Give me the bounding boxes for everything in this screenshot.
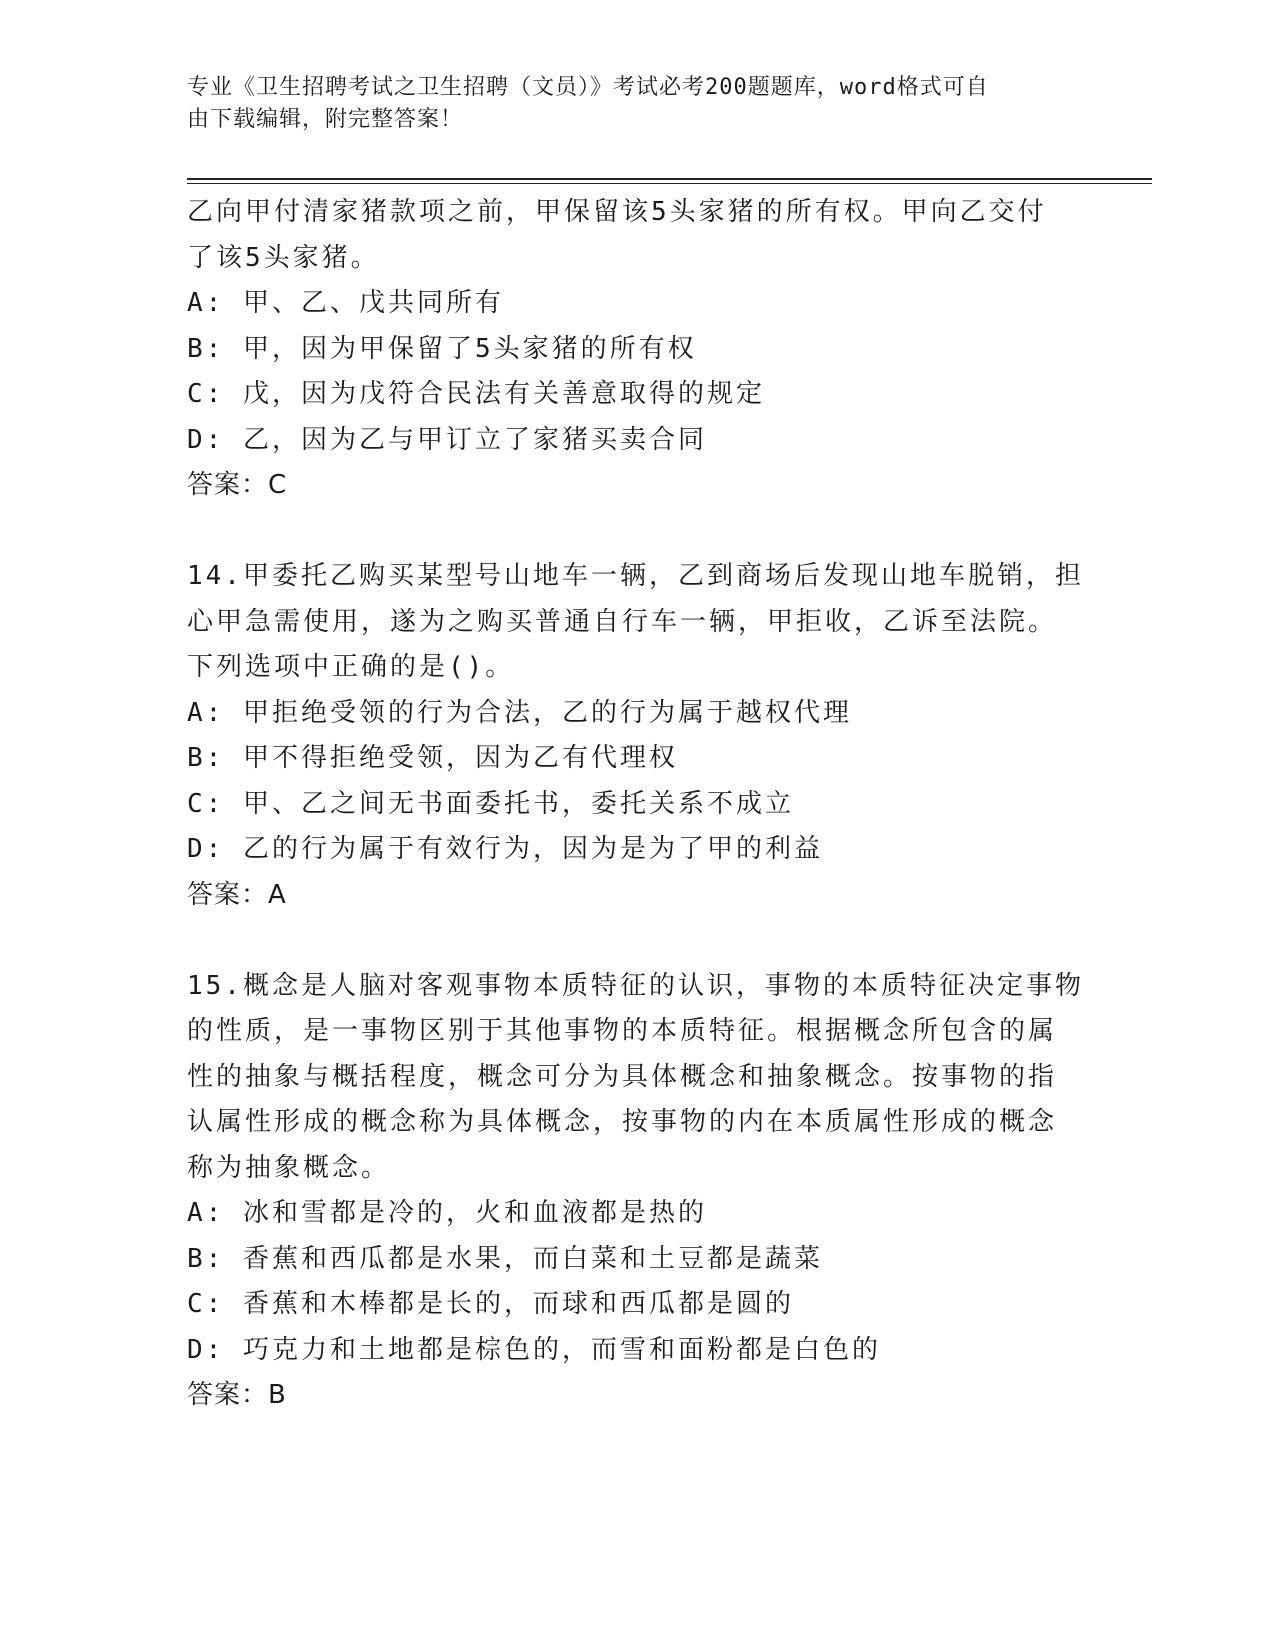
option-b: B: 甲，因为甲保留了5头家猪的所有权 (187, 333, 697, 364)
question-stem-line: 认属性形成的概念称为具体概念，按事物的内在本质属性形成的概念 (187, 1107, 1058, 1137)
question-stem-line: 乙向甲付清家猪款项之前，甲保留该5头家猪的所有权。甲向乙交付 (187, 197, 1047, 227)
option-b: B: 甲不得拒绝受领，因为乙有代理权 (187, 743, 678, 773)
option-a: A: 冰和雪都是冷的，火和血液都是热的 (187, 1198, 707, 1228)
option-a: A: 甲、乙、戊共同所有 (187, 288, 504, 318)
option-d: D: 乙的行为属于有效行为，因为是为了甲的利益 (187, 834, 823, 864)
question-stem-line: 心甲急需使用，遂为之购买普通自行车一辆，甲拒收，乙诉至法院。 (187, 606, 1058, 637)
question-stem-line: 14.甲委托乙购买某型号山地车一辆，乙到商场后发现山地车脱销，担 (187, 561, 1084, 591)
header-divider-thin (187, 183, 1152, 184)
question-stem-line: 称为抽象概念。 (187, 1152, 391, 1183)
option-c: C: 香蕉和木棒都是长的，而球和西瓜都是圆的 (187, 1289, 794, 1319)
answer-line: 答案：B (187, 1380, 287, 1410)
question-gap (187, 918, 1087, 964)
question-stem-line: 下列选项中正确的是()。 (187, 652, 515, 682)
page-header (187, 72, 1087, 136)
option-b: B: 香蕉和西瓜都是水果，而白菜和土豆都是蔬菜 (187, 1243, 823, 1274)
question-gap (187, 509, 1087, 555)
question-stem-line: 15.概念是人脑对客观事物本质特征的认识，事物的本质特征决定事物 (187, 970, 1084, 1001)
question-stem-line: 了该5头家猪。 (187, 242, 380, 273)
answer-line: 答案：C (187, 470, 288, 500)
question-block (187, 554, 1087, 918)
option-d: D: 乙，因为乙与甲订立了家猪买卖合同 (187, 424, 707, 455)
question-stem-line: 的性质，是一事物区别于其他事物的本质特征。根据概念所包含的属 (187, 1016, 1058, 1046)
option-d: D: 巧克力和土地都是棕色的，而雪和面粉都是白色的 (187, 1334, 881, 1365)
option-c: C: 戊，因为戊符合民法有关善意取得的规定 (187, 379, 765, 409)
question-block (187, 964, 1087, 1419)
header-divider (187, 178, 1152, 180)
answer-line: 答案：A (187, 879, 287, 910)
header-line: 专业《卫生招聘考试之卫生招聘（文员）》考试必考200题题库，word格式可自 (187, 75, 989, 100)
option-a: A: 甲拒绝受领的行为合法，乙的行为属于越权代理 (187, 697, 852, 728)
option-c: C: 甲、乙之间无书面委托书，委托关系不成立 (187, 788, 794, 819)
question-block (187, 190, 1087, 509)
question-stem-line: 性的抽象与概括程度，概念可分为具体概念和抽象概念。按事物的指 (187, 1061, 1058, 1092)
header-line: 由下载编辑，附完整答案！ (187, 107, 464, 132)
question-list (187, 190, 1087, 1419)
